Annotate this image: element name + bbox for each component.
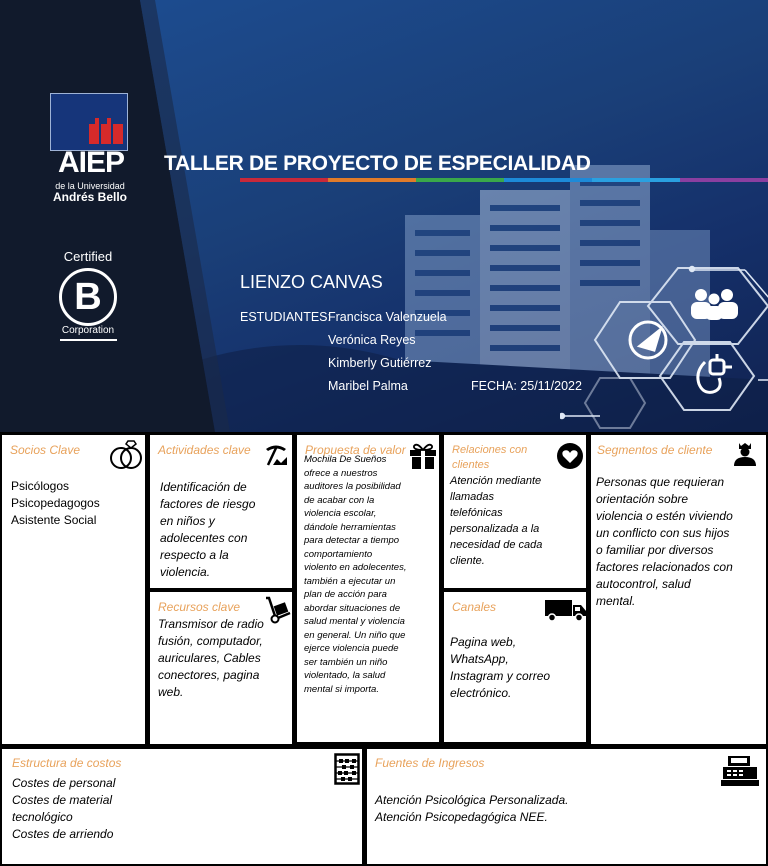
actividades-line: respecto a la <box>160 548 229 562</box>
canales-line: Instagram y correo <box>450 669 551 683</box>
plug-icon <box>698 354 732 392</box>
student-name: Verónica Reyes <box>328 333 416 347</box>
propuesta-line: auditores la posibilidad <box>304 481 401 492</box>
propuesta-line: en general. Un niño que <box>304 629 406 641</box>
color-segment <box>680 178 768 182</box>
fuentes-ingresos-title: Fuentes de Ingresos <box>375 756 485 770</box>
segmentos-line: factores relacionados con <box>596 560 733 574</box>
color-segment <box>328 178 416 182</box>
color-segment <box>592 178 680 182</box>
color-segment <box>240 178 328 182</box>
title-color-bar <box>240 178 768 182</box>
propuesta-line: abordar situaciones de <box>304 602 401 614</box>
actividades-line: factores de riesgo <box>160 497 256 511</box>
hexagon-graphics <box>560 238 768 432</box>
segmentos-line: violencia o estén viviendo <box>596 509 733 523</box>
students-label: ESTUDIANTES: <box>240 310 331 324</box>
relaciones-clientes-title-2: clientes <box>452 459 490 471</box>
canales-line: WhatsApp, <box>450 652 509 666</box>
propuesta-line: plan de acción para <box>304 589 387 600</box>
compass-icon <box>630 322 666 358</box>
canales-title: Canales <box>452 600 497 614</box>
relaciones-clientes-block <box>442 433 588 590</box>
socios-item: Asistente Social <box>11 513 97 527</box>
relaciones-line: personalizada a la <box>450 523 540 535</box>
segmentos-cliente-block <box>589 433 768 746</box>
socios-clave-block <box>0 433 147 746</box>
pickaxe-icon <box>263 443 289 467</box>
actividades-line: violencia. <box>160 565 211 579</box>
canales-block <box>442 590 588 744</box>
socios-clave-title: Socios Clave <box>10 443 81 457</box>
date-label: FECHA: 25/11/2022 <box>471 379 582 393</box>
propuesta-line: salud mental y violencia <box>304 616 405 627</box>
segmentos-line: autocontrol, salud <box>596 577 691 591</box>
actividades-line: Identificación de <box>160 480 247 494</box>
propuesta-valor-block <box>295 433 441 744</box>
estructura-costos-title: Estructura de costos <box>12 756 122 770</box>
aiep-logo-text: AIEP <box>57 146 125 179</box>
segmentos-line: Personas que requieran <box>596 475 725 489</box>
hand-truck-icon <box>263 596 291 624</box>
gift-icon <box>409 442 437 470</box>
recursos-clave-title: Recursos clave <box>158 600 241 614</box>
segmentos-line: mental. <box>596 594 636 608</box>
bcorp-corporation-label: Corporation <box>61 325 115 336</box>
header-banner <box>0 0 768 432</box>
propuesta-line: también a ejecutar un <box>304 575 396 587</box>
actividades-clave-block <box>148 433 294 590</box>
rings-icon <box>108 439 144 471</box>
cash-register-icon <box>720 755 760 787</box>
propuesta-line: violencia escolar, <box>304 508 377 519</box>
segmentos-cliente-title: Segmentos de cliente <box>597 443 713 457</box>
aiep-logo <box>50 93 128 151</box>
actividades-clave-title: Actividades clave <box>158 443 251 457</box>
costos-line: Costes de personal <box>12 776 116 790</box>
costos-line: tecnológico <box>12 810 73 824</box>
recursos-line: Transmisor de radio <box>158 617 264 631</box>
socios-item: Psicólogos <box>11 479 70 493</box>
aiep-logo-subtitle: de la Universidad <box>55 181 125 191</box>
costos-line: Costes de material <box>12 793 113 807</box>
segmentos-line: o familiar por diversos <box>596 543 714 557</box>
student-name: Maribel Palma <box>328 379 408 393</box>
recursos-clave-block <box>148 590 294 746</box>
bcorp-logo: B <box>59 268 117 326</box>
propuesta-valor-title: Propuesta de valor <box>305 443 406 457</box>
relaciones-clientes-title: Relaciones con <box>452 444 528 456</box>
propuesta-line: violento en adolecentes, <box>304 562 407 573</box>
bcorp-underline <box>60 339 117 341</box>
ingresos-line: Atención Psicopedagógica NEE. <box>375 810 548 824</box>
student-name: Francisca Valenzuela <box>328 310 447 324</box>
relaciones-line: telefónicas <box>450 507 503 519</box>
page-title: TALLER DE PROYECTO DE ESPECIALIDAD <box>164 152 591 175</box>
propuesta-line: ejerce violencia puede <box>304 643 399 654</box>
person-icon <box>732 441 758 467</box>
recursos-line: conectores, pagina <box>158 668 260 682</box>
relaciones-line: llamadas <box>450 491 495 503</box>
relaciones-line: Atención mediante <box>450 475 542 487</box>
segmentos-line: orientación sobre <box>596 492 689 506</box>
costos-line: Costes de arriendo <box>12 827 114 841</box>
color-segment <box>416 178 504 182</box>
segmentos-line: un conflicto con sus hijos <box>596 526 730 540</box>
color-segment <box>504 178 592 182</box>
subtitle: LIENZO CANVAS <box>240 272 383 292</box>
propuesta-line: violentado, la salud <box>304 670 386 681</box>
propuesta-line: de acabar con la <box>304 494 375 506</box>
truck-icon <box>544 598 588 622</box>
estructura-costos-block <box>0 747 364 866</box>
student-name: Kimberly Gutiérrez <box>328 356 432 370</box>
aiep-building-icon <box>51 94 129 152</box>
recursos-line: auriculares, Cables <box>158 651 261 665</box>
recursos-line: web. <box>158 685 184 699</box>
propuesta-line: Mochila De Sueños <box>304 454 387 465</box>
propuesta-line: mental si importa. <box>304 683 379 695</box>
people-icon <box>691 289 738 320</box>
propuesta-line: ser también un niño <box>304 656 388 668</box>
actividades-line: en niños y <box>160 514 215 528</box>
fuentes-ingresos-block <box>365 747 768 866</box>
socios-item: Psicopedagogos <box>11 496 100 510</box>
actividades-line: adolecentes con <box>160 531 248 545</box>
relaciones-line: cliente. <box>450 555 485 567</box>
propuesta-line: dándole herramientas <box>304 521 396 533</box>
relaciones-line: necesidad de cada <box>450 539 543 551</box>
aiep-logo-university: Andrés Bello <box>52 190 127 204</box>
propuesta-line: comportamiento <box>304 548 373 560</box>
bcorp-certified-label: Certified <box>63 249 113 264</box>
ingresos-line: Atención Psicológica Personalizada. <box>375 793 569 807</box>
canales-line: Pagina web, <box>450 635 517 649</box>
canales-line: electrónico. <box>450 686 512 700</box>
heart-icon <box>556 442 584 470</box>
recursos-line: fusión, computador, <box>158 634 263 648</box>
abacus-icon <box>334 753 360 785</box>
propuesta-line: ofrece a nuestros <box>304 467 378 479</box>
propuesta-line: para detectar a tiempo <box>304 535 400 546</box>
